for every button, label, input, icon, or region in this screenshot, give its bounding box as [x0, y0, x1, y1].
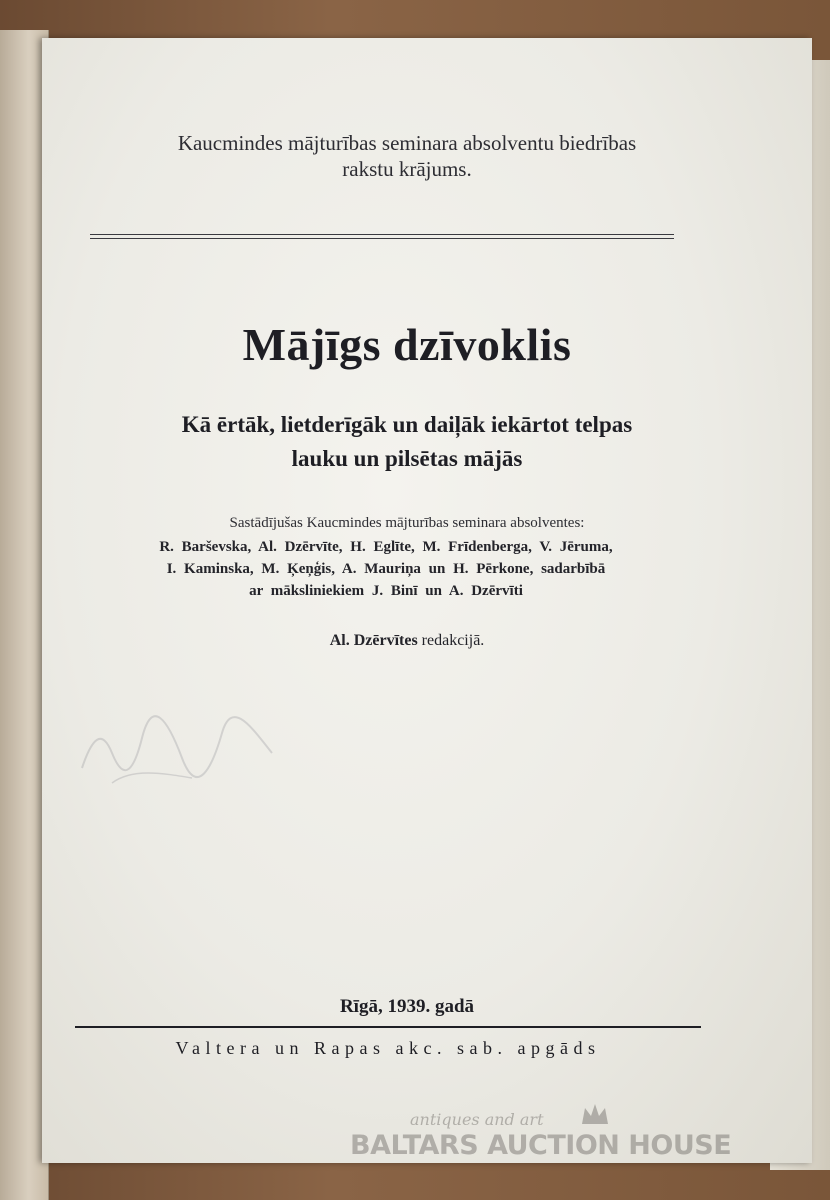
compiled-by-intro: Sastādījušas Kaucmindes mājturības seminara absolventes:	[229, 515, 585, 531]
subtitle-line-2: lauku un pilsētas mājās	[291, 446, 523, 471]
title-page	[42, 38, 812, 1163]
authors-line-1: R. Barševska, Al. Dzērvīte, H. Eglīte, M. Frīdenberga, V. Jēruma,	[159, 539, 613, 555]
editor-statement	[82, 632, 732, 650]
authors-line-3: ar māksliniekiem J. Binī un A. Dzērvīti	[249, 583, 523, 599]
subtitle-line-1: Kā ērtāk, lietderīgāk un daiļāk iekārtot telpas	[181, 412, 633, 437]
authors-list	[76, 536, 696, 602]
double-rule	[90, 234, 674, 239]
publisher-rule	[75, 1026, 701, 1028]
watermark-name: BALTARS AUCTION HOUSE	[350, 1130, 732, 1161]
watermark-tagline: antiques and art	[410, 1110, 544, 1129]
auction-watermark	[350, 1110, 750, 1170]
book-title: Mājīgs dzīvoklis	[242, 319, 572, 370]
series-line-2: rakstu krājums.	[342, 157, 472, 181]
crown-icon	[580, 1102, 610, 1128]
book-subtitle	[82, 408, 732, 476]
editor-name: Al. Dzērvītes	[329, 632, 418, 649]
series-statement	[82, 130, 732, 182]
authors-line-2: I. Kaminska, M. Ķeņģis, A. Mauriņa un H. Pērkone, sadarbībā	[166, 561, 606, 577]
publisher-imprint: Valtera un Rapas akc. sab. apgāds	[175, 1038, 601, 1058]
editor-suffix: redakcijā.	[421, 632, 485, 649]
place-and-date: Rīgā, 1939. gadā	[339, 996, 475, 1017]
series-line-1: Kaucmindes mājturības seminara absolventu biedrības	[177, 131, 637, 155]
pencil-inscription	[72, 698, 292, 798]
